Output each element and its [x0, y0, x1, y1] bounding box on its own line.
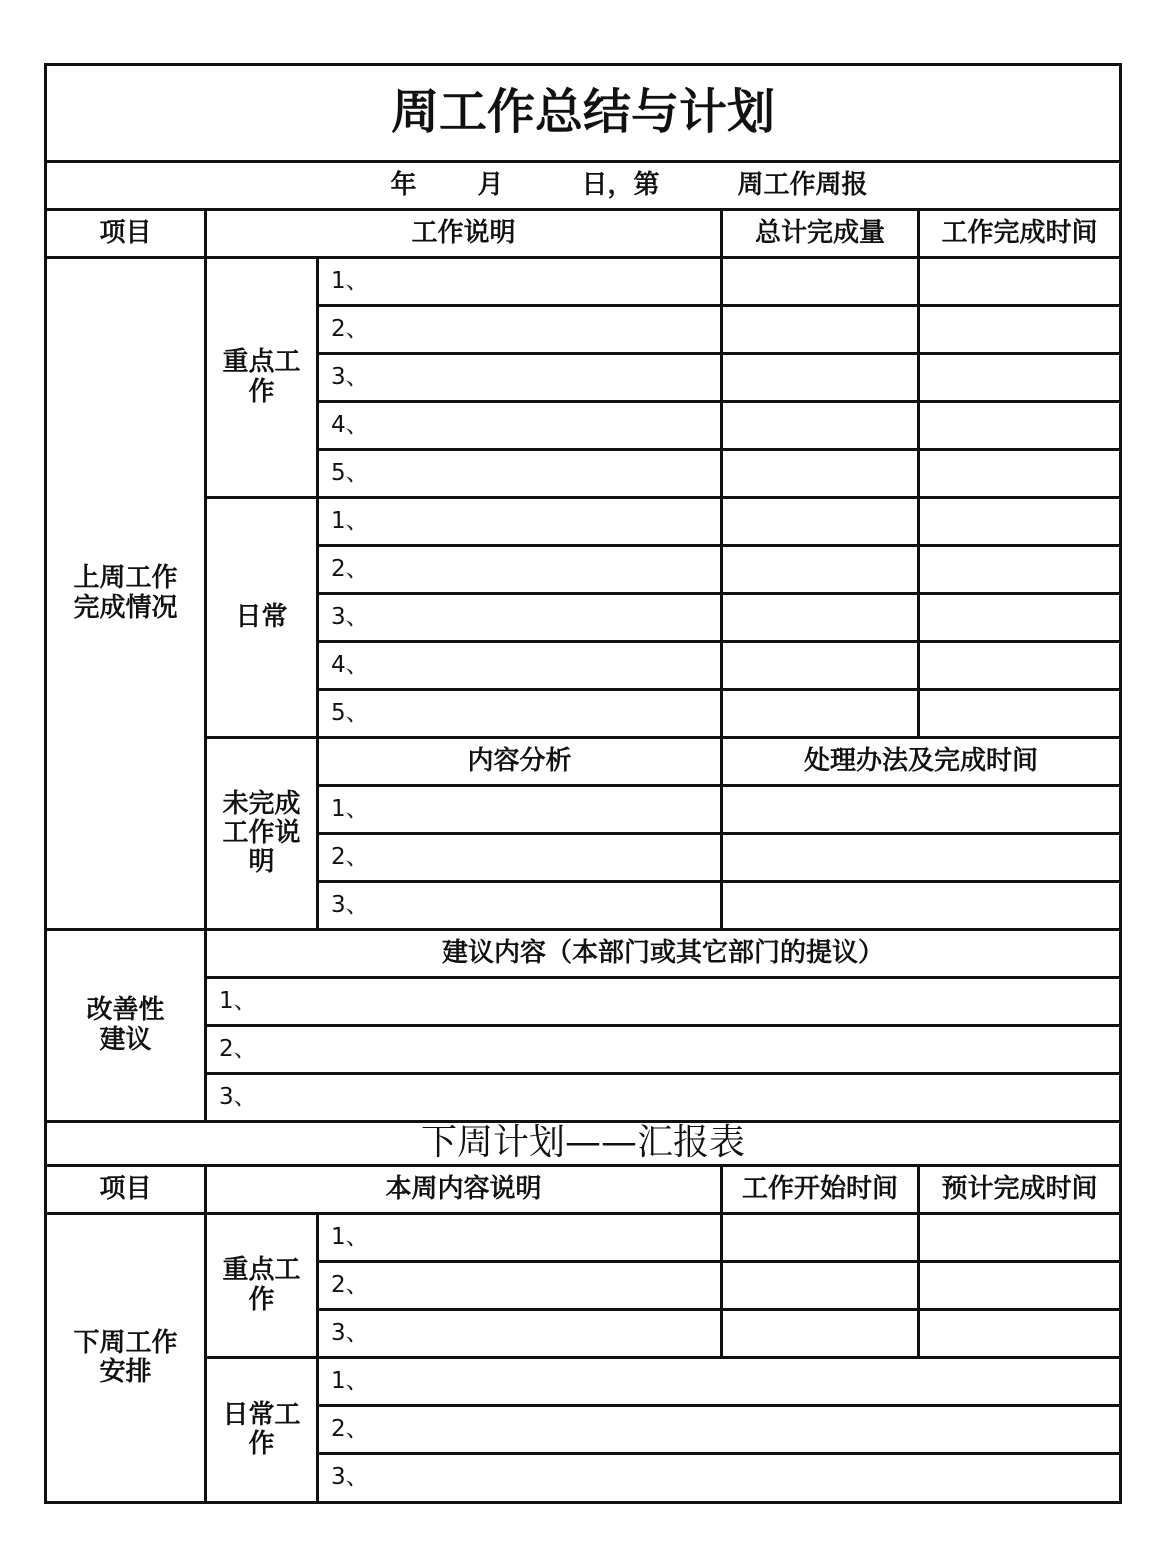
label-key-work: 重点工 作 [222, 347, 301, 407]
daily-row-number: 3、 [331, 603, 369, 630]
suggestion-row-number: 3、 [219, 1083, 257, 1110]
suggestion-row-number: 1、 [219, 987, 257, 1014]
daily-row-number: 5、 [331, 699, 369, 726]
next-header-item: 项目 [99, 1173, 152, 1204]
header-finish-time: 工作完成时间 [941, 217, 1098, 248]
header-handling-method: 处理办法及完成时间 [803, 745, 1038, 776]
section-last-week: 上周工作 完成情况 [73, 563, 178, 623]
next-header-desc: 本周内容说明 [385, 1173, 542, 1204]
unfinished-row-number: 3、 [331, 891, 369, 918]
section-improvement: 改善性 建议 [86, 995, 165, 1055]
divider [917, 208, 920, 736]
next-key-row-number: 2、 [331, 1271, 369, 1298]
next-daily-row-number: 3、 [331, 1464, 369, 1491]
section-next-week: 下周工作 安排 [73, 1327, 178, 1387]
suggestion-row-number: 2、 [219, 1035, 257, 1062]
form-title: 周工作总结与计划 [390, 84, 775, 141]
key-row-number: 3、 [331, 363, 369, 390]
header-item: 项目 [99, 217, 152, 248]
next-header-expected-time: 预计完成时间 [941, 1173, 1098, 1204]
next-key-row-number: 3、 [331, 1319, 369, 1346]
daily-row-number: 4、 [331, 651, 369, 678]
key-row-number: 4、 [331, 411, 369, 438]
next-label-key-work: 重点工 作 [222, 1255, 301, 1315]
next-header-start-time: 工作开始时间 [741, 1173, 898, 1204]
label-unfinished: 未完成 工作说 明 [222, 788, 301, 878]
next-daily-row-number: 2、 [331, 1415, 369, 1442]
date-line: 年 月 日，第 周工作周报 [390, 169, 868, 200]
label-daily: 日常 [235, 601, 288, 632]
unfinished-row-number: 1、 [331, 795, 369, 822]
next-week-title: 下周计划——汇报表 [420, 1122, 745, 1164]
daily-row-number: 1、 [331, 507, 369, 534]
key-row-number: 1、 [331, 267, 369, 294]
header-total-qty: 总计完成量 [754, 217, 885, 248]
next-label-daily-work: 日常工 作 [222, 1399, 301, 1459]
header-content-analysis: 内容分析 [467, 745, 572, 776]
key-row-number: 5、 [331, 459, 369, 486]
unfinished-row-number: 2、 [331, 843, 369, 870]
divider [720, 208, 723, 928]
header-suggestion: 建议内容（本部门或其它部门的提议） [441, 937, 884, 968]
next-daily-row-number: 1、 [331, 1367, 369, 1394]
header-work-desc: 工作说明 [411, 217, 516, 248]
key-row-number: 2、 [331, 315, 369, 342]
daily-row-number: 2、 [331, 555, 369, 582]
next-key-row-number: 1、 [331, 1223, 369, 1250]
